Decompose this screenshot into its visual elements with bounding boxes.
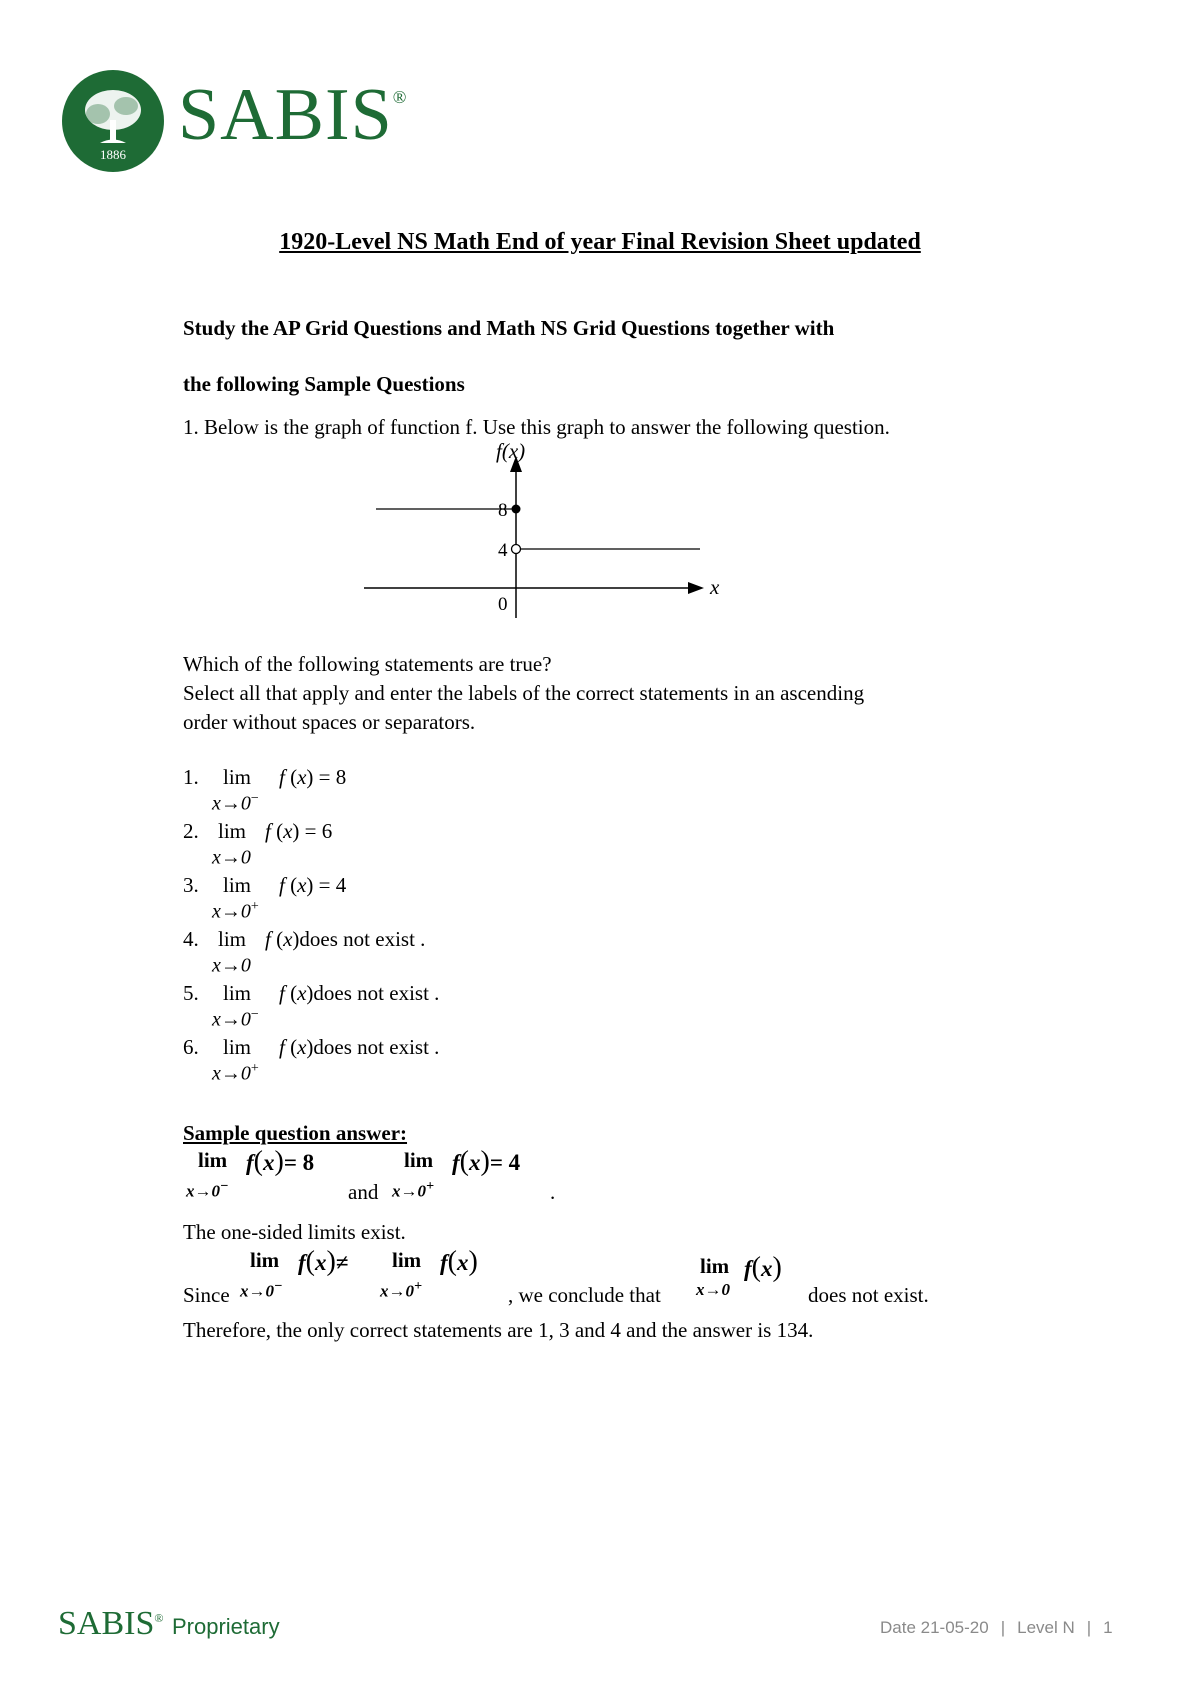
instructions-line-1: Select all that apply and enter the labels of the correct statements in an ascending — [183, 681, 865, 705]
answer-and: and — [348, 1180, 379, 1204]
since-lim-left: lim — [250, 1248, 280, 1272]
since-text: Since — [183, 1283, 230, 1307]
intro-text — [183, 300, 834, 412]
answer-lim-right: lim — [404, 1148, 434, 1172]
conclude-text: , we conclude that — [508, 1283, 661, 1307]
sabis-logo-tree-icon — [62, 70, 164, 172]
x-axis-label: x — [710, 575, 720, 599]
since-fx-right: f(x) — [440, 1246, 478, 1277]
since-lim-right: lim — [392, 1248, 422, 1272]
footer-date: Date 21-05-20 — [880, 1618, 989, 1637]
lim-operator: lim — [218, 819, 247, 843]
since-sub-right: x→0+ — [380, 1278, 423, 1301]
footer-meta: Date 21-05-20 | Level N | 1 — [880, 1618, 1113, 1637]
footer-level: Level N — [1017, 1618, 1075, 1637]
answer-fx-left: f(x)= 8 — [246, 1146, 315, 1177]
lim-subscript: x→0+ — [212, 1061, 259, 1085]
statement-expression: = 8 — [318, 765, 347, 789]
page-title: 1920-Level NS Math End of year Final Revision Sheet updated — [279, 229, 921, 255]
answer-fx-right: f(x)= 4 — [452, 1146, 521, 1177]
since-sub-left: x→0− — [240, 1278, 283, 1301]
lim-operator: lim — [218, 927, 247, 951]
footer-page-number: 1 — [1103, 1618, 1113, 1637]
lim-subscript: x→0 — [212, 846, 251, 869]
lim-operator: lim — [223, 1035, 252, 1059]
statement-number: 4. — [183, 927, 199, 951]
statement-number: 6. — [183, 1035, 199, 1059]
question-1-prompt: 1. Below is the graph of function f. Use this graph to answer the following question. — [183, 415, 890, 439]
statement-number: 2. — [183, 819, 199, 843]
which-text: Which of the following statements are true? — [183, 652, 552, 676]
function-graph — [360, 442, 740, 632]
x-axis-arrow — [688, 582, 704, 594]
statement-number: 5. — [183, 981, 199, 1005]
statement-number: 1. — [183, 765, 199, 789]
instructions-line-2: order without spaces or separators. — [183, 710, 476, 734]
does-not-exist-text: does not exist. — [808, 1283, 929, 1307]
footer-brand: SABIS® Proprietary — [58, 1605, 280, 1642]
question-1-instructions — [183, 650, 1003, 737]
lim-subscript: x→0+ — [212, 899, 259, 923]
lim-subscript: x→0− — [212, 791, 259, 815]
lim-subscript: x→0− — [212, 1007, 259, 1031]
answer-sub-right: x→0+ — [392, 1178, 435, 1201]
conclude-fx: f(x) — [744, 1252, 782, 1283]
logo-year: 1886 — [100, 147, 126, 162]
tick-label-8: 8 — [498, 500, 508, 521]
tick-label-4: 4 — [498, 540, 508, 561]
lim-operator: lim — [223, 981, 252, 1005]
answer-sub-left: x→0− — [186, 1178, 229, 1201]
statement-expression: = 6 — [304, 819, 333, 843]
intro-line-2: the following Sample Questions — [183, 372, 465, 396]
closed-point-8 — [512, 505, 521, 514]
conclude-sub: x→0 — [696, 1280, 730, 1299]
conclude-lim: lim — [700, 1254, 730, 1278]
sample-answer-heading: Sample question answer: — [183, 1121, 408, 1145]
statement-expression: = 4 — [318, 873, 347, 897]
tick-label-0: 0 — [498, 594, 508, 615]
since-fx-left: f(x)≠ — [298, 1246, 349, 1277]
brand-wordmark: SABIS® — [178, 74, 408, 156]
answer-period: . — [550, 1180, 556, 1204]
lim-subscript: x→0 — [212, 954, 251, 977]
lim-operator: lim — [223, 873, 252, 897]
answer-lim-left: lim — [198, 1148, 228, 1172]
statement-number: 3. — [183, 873, 199, 897]
footer-proprietary: Proprietary — [172, 1614, 280, 1639]
y-axis-label: f(x) — [496, 442, 526, 463]
one-sided-text: The one-sided limits exist. — [183, 1220, 406, 1244]
lim-operator: lim — [223, 765, 252, 789]
intro-line-1: Study the AP Grid Questions and Math NS Grid Questions together with — [183, 316, 835, 340]
conclusion-text: Therefore, the only correct statements are 1, 3 and 4 and the answer is 134. — [183, 1318, 814, 1342]
open-point-4 — [512, 545, 521, 554]
